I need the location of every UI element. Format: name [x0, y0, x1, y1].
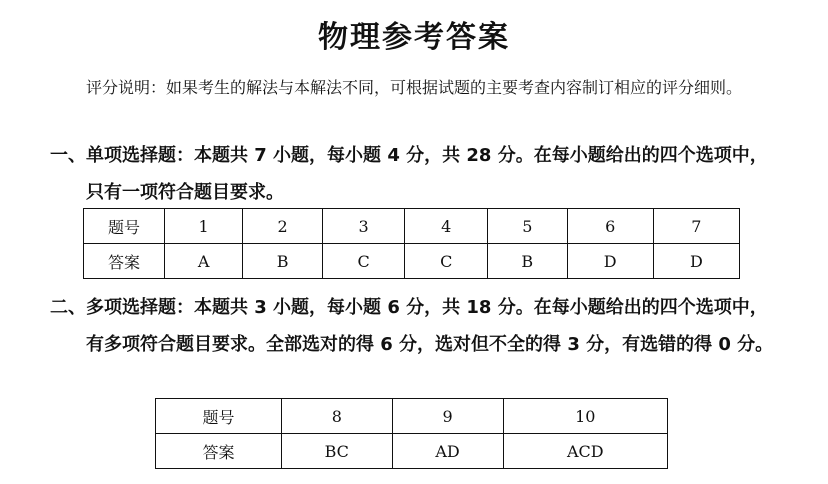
question-number-row	[84, 209, 740, 244]
answer-cell: B	[488, 244, 568, 279]
answer-row	[156, 434, 668, 469]
question-number: 1	[165, 209, 243, 244]
section1-heading-text: 一、单项选择题：本题共 7 小题，每小题 4 分，共 28 分。在每小题给出的四个选项中，只有一项符合题目要求。	[50, 145, 768, 203]
row-label-question: 题号	[156, 399, 282, 434]
answer-cell: A	[165, 244, 243, 279]
answer-row	[84, 244, 740, 279]
row-label-answer: 答案	[84, 244, 165, 279]
question-number: 4	[405, 209, 488, 244]
answer-cell: C	[405, 244, 488, 279]
section1-heading	[50, 137, 785, 211]
answer-cell: C	[322, 244, 405, 279]
answer-cell: ACD	[503, 434, 667, 469]
question-number: 3	[322, 209, 405, 244]
question-number: 5	[488, 209, 568, 244]
question-number: 10	[503, 399, 667, 434]
question-number: 2	[243, 209, 323, 244]
answer-cell: BC	[282, 434, 393, 469]
row-label-question: 题号	[84, 209, 165, 244]
answer-cell: D	[653, 244, 739, 279]
section2-heading	[50, 289, 785, 363]
page-title: 物理参考答案	[318, 20, 510, 55]
section2-heading-text: 二、多项选择题：本题共 3 小题，每小题 6 分，共 18 分。在每小题给出的四个选项中，有多项符合题目要求。全部选对的得 6 分，选对但不全的得 3 分，有选错的得 0 分。	[50, 297, 774, 355]
answer-cell: B	[243, 244, 323, 279]
question-number: 9	[392, 399, 503, 434]
scoring-note: 评分说明：如果考生的解法与本解法不同，可根据试题的主要考查内容制订相应的评分细则。	[86, 78, 743, 97]
question-number: 7	[653, 209, 739, 244]
question-number-row	[156, 399, 668, 434]
row-label-answer: 答案	[156, 434, 282, 469]
answer-cell: D	[567, 244, 653, 279]
question-number: 8	[282, 399, 393, 434]
answer-cell: AD	[392, 434, 503, 469]
section1-answer-table	[83, 208, 740, 279]
section2-answer-table	[155, 398, 668, 469]
question-number: 6	[567, 209, 653, 244]
